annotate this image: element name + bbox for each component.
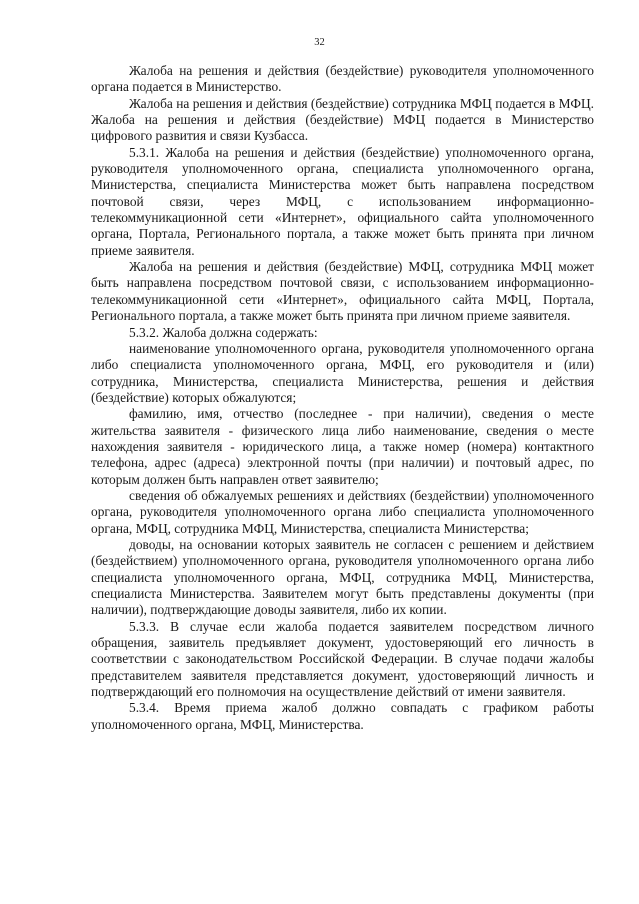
- paragraph: Жалоба на решения и действия (бездействие) руководителя уполномоченного органа подается в Министерство.: [91, 63, 594, 95]
- paragraph: 5.3.3. В случае если жалоба подается заявителем посредством личного обращения, заявитель предъявляет документ, удостоверяющий его личность в соответствии с законодательством Российской Федерации. В случае подачи жалобы представителем заявителя представляется документ, удостоверяющий личность и подтверждающий его полномочия на осуществление действий от имени заявителя.: [91, 618, 594, 700]
- paragraph: Жалоба на решения и действия (бездействие) МФЦ, сотрудника МФЦ может быть направлена посредством почтовой связи, с использованием информационно-телекоммуникационной сети «Интернет», официального сайта МФЦ, Портала, Регионального портала, а также может быть принята при личном приеме заявителя.: [91, 259, 594, 324]
- document-body: [91, 63, 594, 733]
- paragraph: Жалоба на решения и действия (бездействие) сотрудника МФЦ подается в МФЦ. Жалоба на решения и действия (бездействие) МФЦ подается в Министерство цифрового развития и связи Кузбасса.: [91, 95, 594, 144]
- paragraph: 5.3.1. Жалоба на решения и действия (бездействие) уполномоченного органа, руководителя уполномоченного органа, специалиста уполномоченного органа, Министерства, специалиста Министерства может быть направлена посредством почтовой связи, через МФЦ, с использованием информационно-телекоммуникационной сети «Интернет», официального сайта уполномоченного органа, Портала, Регионального портала, а также может быть принята при личном приеме заявителя.: [91, 144, 594, 258]
- paragraph: доводы, на основании которых заявитель не согласен с решением и действием (бездействием) уполномоченного органа, руководителя уполномоченного органа либо специалиста уполномоченного органа, МФЦ, сотрудника МФЦ, Министерства, специалиста Министерства. Заявителем могут быть представлены документы (при наличии), подтверждающие доводы заявителя, либо их копии.: [91, 536, 594, 618]
- page-number: 32: [314, 37, 325, 48]
- paragraph: 5.3.4. Время приема жалоб должно совпадать с графиком работы уполномоченного органа, МФЦ, Министерства.: [91, 700, 594, 732]
- paragraph: наименование уполномоченного органа, руководителя уполномоченного органа либо специалиста уполномоченного органа, МФЦ, его руководителя и (или) сотрудника, Министерства, специалиста Министерства, решения и действия (бездействие) которых обжалуются;: [91, 340, 594, 405]
- paragraph: фамилию, имя, отчество (последнее - при наличии), сведения о месте жительства заявителя - физического лица либо наименование, сведения о месте нахождения заявителя - юридического лица, а также номер (номера) контактного телефона, адрес (адреса) электронной почты (при наличии) и почтовый адрес, по которым должен быть направлен ответ заявителю;: [91, 406, 594, 487]
- paragraph: сведения об обжалуемых решениях и действиях (бездействии) уполномоченного органа, руководителя уполномоченного органа либо специалиста уполномоченного органа, МФЦ, сотрудника МФЦ, Министерства, специалиста Министерства;: [91, 487, 594, 536]
- paragraph: 5.3.2. Жалоба должна содержать:: [129, 324, 318, 340]
